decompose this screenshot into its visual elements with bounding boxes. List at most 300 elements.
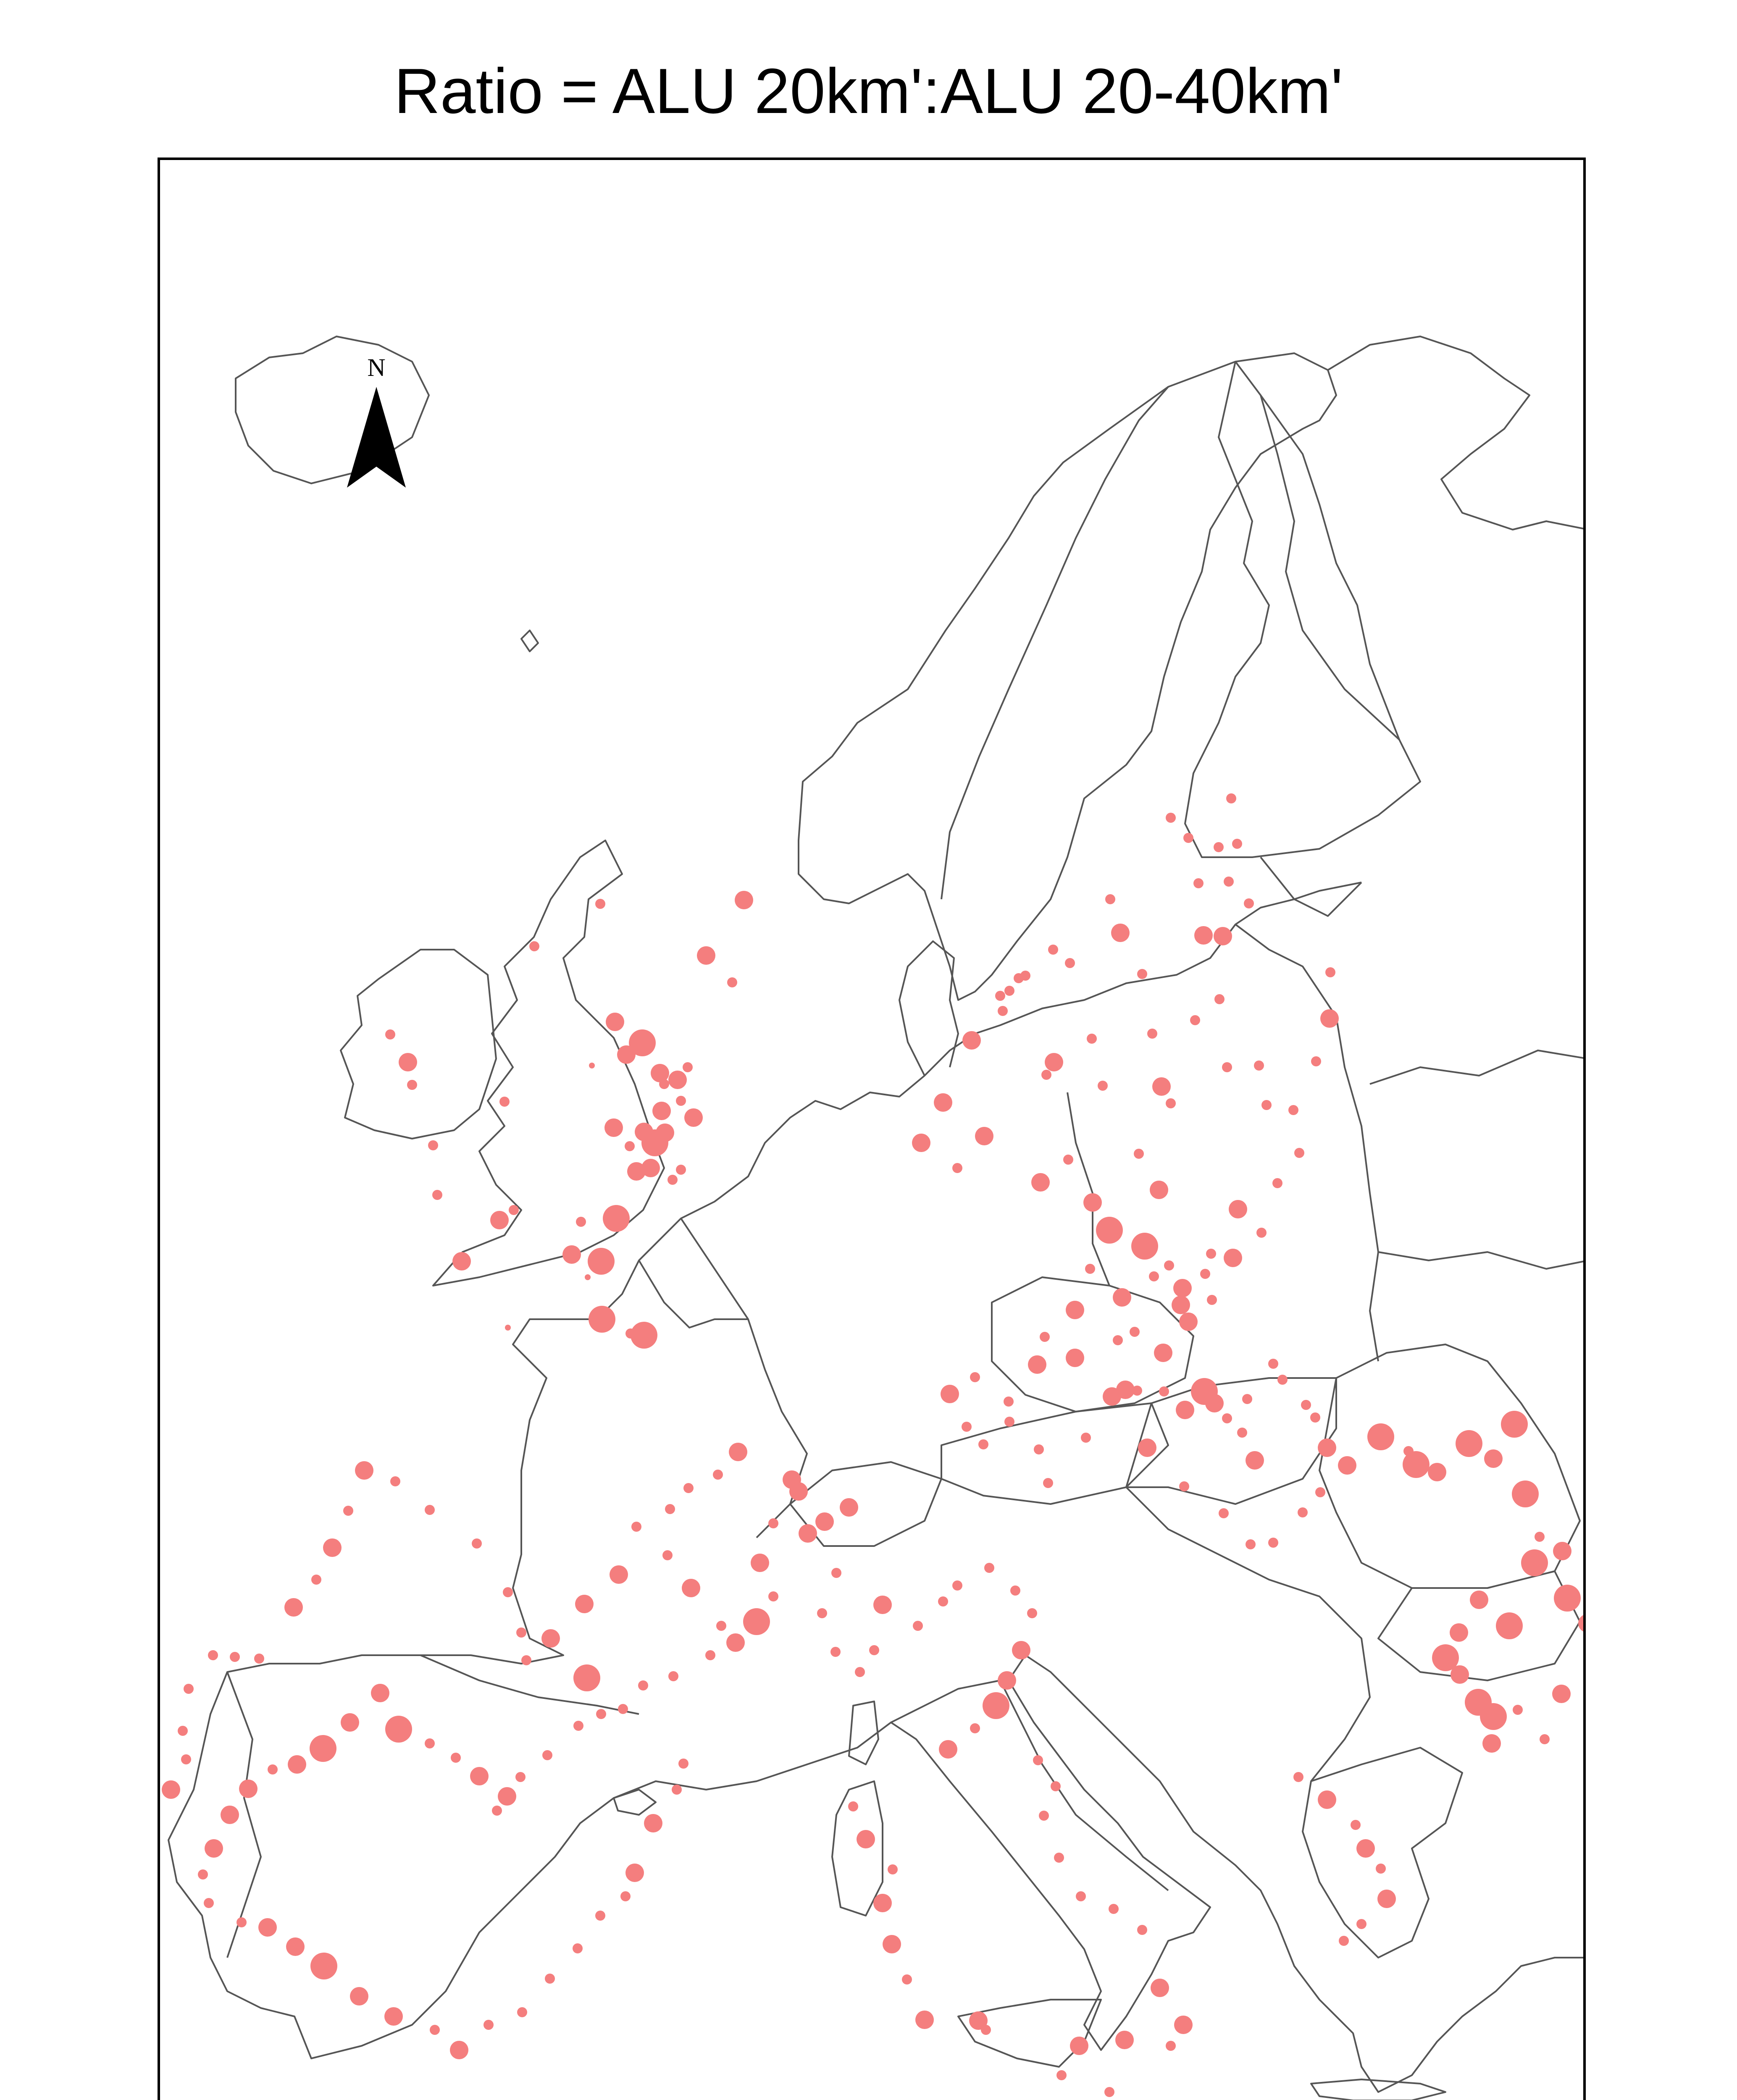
ratio-point [656, 1124, 674, 1142]
ratio-point [1132, 1386, 1142, 1396]
ratio-point [902, 1974, 912, 1984]
ratio-point [162, 1780, 180, 1799]
faroe-islands [521, 630, 538, 651]
ratio-point [727, 977, 737, 987]
map-frame [158, 158, 1586, 2100]
ratio-point [1041, 1070, 1051, 1080]
ratio-point [1214, 842, 1224, 852]
ratio-point [610, 1565, 628, 1584]
ratio-point [1214, 994, 1225, 1004]
ratio-point [1115, 2031, 1134, 2049]
ratio-point [288, 1755, 306, 1774]
ratio-point [268, 1764, 278, 1774]
ratio-point [840, 1498, 858, 1517]
ratio-point [1339, 1936, 1349, 1946]
ratio-point [432, 1190, 442, 1200]
ratio-point [1428, 1463, 1446, 1481]
ratio-point [1173, 1279, 1192, 1297]
ratio-point [484, 2020, 494, 2030]
ratio-point [499, 1097, 510, 1107]
ratio-point [998, 1671, 1016, 1690]
ratio-point [1031, 1173, 1050, 1192]
ratio-point [915, 2011, 934, 2029]
ratio-point [1356, 1919, 1366, 1929]
ratio-point [1147, 1029, 1157, 1039]
ratio-point [1098, 1081, 1108, 1091]
ratio-point [672, 1785, 682, 1795]
ratio-point [970, 1723, 980, 1733]
ratio-point [1315, 1487, 1325, 1497]
ratio-point [425, 1738, 435, 1748]
ratio-point [472, 1538, 482, 1549]
ratio-point [208, 1650, 218, 1660]
russia-northwest-coast [1328, 336, 1586, 530]
ratio-point [341, 1713, 359, 1732]
ratio-point [705, 1650, 715, 1660]
ratio-point [589, 1063, 595, 1068]
ratio-point [659, 1079, 669, 1089]
ratio-point [934, 1093, 952, 1112]
ratio-point [981, 2025, 991, 2035]
ratio-point [912, 1134, 930, 1152]
ratio-point [676, 1165, 686, 1175]
ratio-point [743, 1608, 770, 1635]
ratio-point [541, 1629, 560, 1648]
ratio-point [595, 1911, 605, 1921]
ratio-point [1065, 958, 1075, 968]
ratio-point [1272, 1178, 1282, 1188]
ratio-point [1130, 1327, 1140, 1337]
ratio-point [1166, 2041, 1176, 2051]
austria-outline [941, 1403, 1168, 1504]
ratio-point [683, 1062, 693, 1072]
ratio-point [205, 1839, 223, 1858]
ratio-point [204, 1898, 214, 1908]
ratio-point [638, 1680, 648, 1690]
ratio-point [573, 1664, 600, 1691]
ratio-point [1200, 1269, 1210, 1279]
ratio-point [625, 1864, 644, 1882]
ratio-point [1066, 1301, 1084, 1319]
ratio-point [1096, 1217, 1123, 1244]
ratio-point [573, 1721, 583, 1731]
ratio-point [1480, 1703, 1507, 1730]
ratio-point [1219, 1508, 1229, 1518]
ratio-point [430, 2025, 440, 2035]
ratio-point [1116, 1381, 1135, 1399]
ratio-point [1166, 1098, 1176, 1108]
north-label: N [367, 354, 386, 381]
ratio-point [355, 1461, 373, 1480]
ratio-point [221, 1806, 239, 1824]
ratio-point [385, 1029, 395, 1040]
ratio-point [652, 1102, 671, 1120]
ratio-point [371, 1684, 389, 1702]
ratio-point [735, 891, 753, 909]
ratio-point [1109, 1904, 1119, 1914]
ratio-point [1222, 1062, 1232, 1072]
ratio-point [1242, 1394, 1252, 1404]
baltic-south-coast [975, 882, 1361, 1034]
ratio-point [603, 1205, 630, 1232]
ratio-point [286, 1937, 305, 1956]
ratio-point [751, 1554, 769, 1572]
ratio-point [425, 1505, 435, 1515]
ratio-point [1261, 1100, 1272, 1110]
north-arrow-icon [345, 387, 408, 488]
ratio-point [1325, 967, 1335, 977]
ratio-point [1054, 1853, 1064, 1863]
ratio-point [625, 1141, 635, 1151]
ratio-point [1367, 1423, 1394, 1450]
ratio-point [1246, 1451, 1264, 1470]
ratio-point [1552, 1685, 1571, 1703]
ratio-point [595, 899, 605, 909]
ratio-point [399, 1053, 417, 1071]
ratio-point [1450, 1623, 1468, 1642]
ratio-point [1338, 1456, 1356, 1475]
ratio-points [162, 793, 1586, 2100]
ratio-point [562, 1245, 581, 1264]
ratio-point [789, 1482, 808, 1501]
ratio-point [310, 1953, 337, 1979]
ratio-point [1134, 1149, 1144, 1159]
ratio-point [323, 1538, 342, 1557]
ratio-point [1254, 1060, 1264, 1071]
ratio-point [1288, 1105, 1298, 1115]
ratio-point [1318, 1790, 1336, 1809]
greece-outline [1303, 1748, 1462, 1958]
north-arrow [345, 353, 408, 488]
ratio-point [1351, 1820, 1361, 1830]
ratio-point [350, 1987, 368, 2006]
ratio-point [516, 1628, 526, 1638]
ratio-point [855, 1667, 865, 1677]
ratio-point [230, 1652, 240, 1662]
poland-east-border [1336, 1017, 1378, 1361]
ratio-point [1043, 1478, 1053, 1488]
ratio-point [1012, 1641, 1030, 1659]
ratio-point [1083, 1193, 1102, 1212]
ratio-point [254, 1654, 264, 1664]
ratio-point [1076, 1891, 1086, 1901]
ratio-point [517, 2007, 527, 2017]
ratio-point [952, 1163, 962, 1173]
ratio-point [1226, 793, 1236, 803]
ratio-point [995, 991, 1005, 1001]
sardinia-outline [832, 1781, 883, 1916]
ratio-point [1004, 1396, 1014, 1407]
ratio-point [1034, 1444, 1044, 1454]
ratio-point [604, 1118, 623, 1137]
finland-outline [1185, 362, 1420, 857]
ratio-point [975, 1127, 993, 1145]
ratio-point [1137, 1925, 1147, 1935]
scandinavia-outline [799, 353, 1336, 1000]
ratio-point [768, 1591, 778, 1601]
ratio-point [490, 1211, 509, 1229]
ratio-point [817, 1608, 827, 1618]
ratio-point [1496, 1612, 1523, 1639]
sweden-norway-border [941, 387, 1168, 899]
ratio-point [1456, 1430, 1482, 1457]
ratio-point [913, 1621, 923, 1631]
ratio-point [1056, 2070, 1067, 2080]
ratio-point [492, 1806, 502, 1816]
ratio-point [1311, 1056, 1321, 1066]
ratio-point [830, 1647, 841, 1657]
ratio-point [1063, 1155, 1073, 1165]
ratio-point [1376, 1864, 1386, 1874]
ratio-point [575, 1595, 594, 1613]
ratio-point [941, 1385, 959, 1403]
ratio-point [596, 1709, 606, 1719]
ratio-point [1040, 1332, 1050, 1342]
ratio-point [848, 1801, 858, 1811]
ratio-point [503, 1587, 513, 1597]
ratio-point [873, 1596, 892, 1614]
ratio-point [1214, 927, 1232, 945]
ratio-point [390, 1476, 400, 1486]
ratio-point [1224, 1249, 1242, 1267]
baltic-states-border [1235, 857, 1361, 1017]
ratio-point [1027, 1608, 1037, 1618]
ratio-point [726, 1633, 745, 1652]
ratio-point [1451, 1665, 1469, 1684]
ratio-point [1501, 1411, 1528, 1438]
ratio-point [768, 1518, 778, 1528]
ratio-point [184, 1684, 194, 1694]
ratio-point [662, 1550, 673, 1560]
ratio-point [1301, 1400, 1311, 1410]
ratio-point [589, 1306, 615, 1333]
ratio-point [1028, 1355, 1046, 1374]
ratio-point [938, 1596, 948, 1606]
finland-russia-border [1261, 395, 1399, 740]
ratio-point [1164, 1260, 1174, 1270]
ratio-point [644, 1814, 662, 1832]
hungary-outline [1126, 1378, 1336, 1504]
ratio-point [1277, 1375, 1288, 1385]
ratio-point [509, 1205, 519, 1215]
ratio-point [1166, 813, 1176, 823]
ratio-point [1085, 1264, 1095, 1274]
ratio-point [407, 1080, 417, 1090]
ratio-point [1553, 1542, 1571, 1560]
ratio-point [1151, 1979, 1169, 1997]
sicily-outline [958, 2000, 1101, 2067]
ratio-point [678, 1759, 688, 1769]
jutland-outline [899, 941, 958, 1076]
ratio-point [1039, 1811, 1049, 1821]
ireland-outline [341, 950, 496, 1139]
ratio-point [1176, 1401, 1194, 1419]
ratio-point [1244, 898, 1254, 908]
ratio-point [1154, 1344, 1172, 1362]
ratio-point [962, 1031, 981, 1050]
ratio-point [729, 1443, 747, 1461]
ratio-point [1521, 1549, 1548, 1576]
balkans-border [1126, 1487, 1370, 1781]
ratio-point [450, 2041, 468, 2059]
ratio-point [1310, 1412, 1320, 1423]
mallorca-outline [614, 1790, 656, 1815]
ratio-point [515, 1772, 526, 1782]
map-title: Ratio = ALU 20km':ALU 20-40km' [394, 55, 1343, 127]
ratio-point [1159, 1386, 1169, 1396]
ratio-point [198, 1869, 208, 1880]
ratio-point [1377, 1890, 1396, 1908]
germany-poland-border [1067, 1092, 1109, 1286]
ratio-point [258, 1918, 277, 1937]
ratio-point [1010, 1586, 1020, 1596]
ratio-point [452, 1252, 471, 1270]
ratio-point [1113, 1335, 1123, 1345]
ratio-point [697, 946, 715, 965]
ratio-point [1224, 877, 1234, 887]
ratio-point [1207, 1295, 1217, 1305]
ratio-point [343, 1506, 353, 1516]
ratio-point [1298, 1507, 1308, 1517]
belarus-ukraine-border [1370, 1050, 1586, 1269]
ratio-point [1484, 1449, 1503, 1468]
ratio-point [1138, 1438, 1156, 1457]
ratio-point [1206, 1249, 1216, 1259]
ratio-point [470, 1767, 489, 1785]
ratio-point [1205, 1394, 1224, 1412]
ratio-point [1087, 1034, 1097, 1044]
ratio-point [1294, 1148, 1304, 1158]
ratio-point [529, 941, 539, 951]
ratio-point [1403, 1451, 1430, 1478]
ratio-point [178, 1726, 188, 1736]
ratio-point [1232, 839, 1242, 849]
ratio-point [1356, 1839, 1375, 1858]
ratio-point [521, 1655, 531, 1665]
ratio-point [1149, 1271, 1159, 1281]
ratio-point [1105, 894, 1115, 904]
ratio-point [1066, 1349, 1084, 1367]
ratio-point [1578, 1614, 1586, 1633]
crete-outline [1311, 2079, 1445, 2100]
ratio-point [983, 1692, 1009, 1719]
ratio-point [1179, 1312, 1198, 1331]
ratio-point [585, 1274, 591, 1280]
ratio-point [1104, 2087, 1114, 2097]
ratio-point [1190, 1015, 1200, 1025]
ratio-point [998, 1006, 1008, 1016]
ratio-point [1194, 926, 1213, 945]
continental-europe-outline [168, 1034, 1586, 2092]
ratio-point [620, 1891, 631, 1901]
ratio-point [939, 1740, 957, 1759]
ratio-point [1293, 1772, 1303, 1782]
ratio-point [573, 1943, 583, 1953]
ratio-point [1004, 1417, 1014, 1427]
ratio-point [676, 1096, 686, 1106]
ratio-point [1540, 1734, 1550, 1744]
ratio-point [869, 1645, 879, 1655]
ratio-point [641, 1159, 660, 1177]
ratio-point [684, 1108, 703, 1127]
ratio-point [588, 1248, 615, 1275]
spain-france-border [420, 1655, 639, 1714]
ratio-point [962, 1422, 972, 1432]
ratio-point [668, 1071, 687, 1089]
ratio-point [576, 1217, 586, 1227]
ratio-point [1193, 878, 1204, 888]
ratio-point [545, 1974, 555, 1984]
ratio-point [284, 1598, 303, 1617]
ratio-point [1081, 1433, 1091, 1443]
ratio-point [1246, 1539, 1256, 1549]
ratio-point [1172, 1296, 1190, 1314]
corsica-outline [849, 1701, 878, 1764]
ratio-point [1222, 1413, 1232, 1423]
ratio-point [310, 1735, 336, 1762]
ratio-point [1150, 1181, 1168, 1199]
ratio-point [1268, 1538, 1278, 1548]
ratio-point [1470, 1591, 1488, 1609]
ratio-point [799, 1524, 817, 1543]
ratio-point [952, 1580, 962, 1591]
ratio-point [1045, 1053, 1063, 1071]
ratio-point [1512, 1480, 1539, 1507]
ratio-point [1111, 924, 1130, 942]
ratio-point [239, 1780, 258, 1798]
ratio-point [668, 1671, 678, 1681]
ratio-point [883, 1935, 901, 1953]
ratio-point [1268, 1359, 1278, 1369]
ratio-point [1179, 1481, 1189, 1491]
ratio-point [237, 1917, 247, 1927]
ratio-point [1004, 986, 1014, 996]
ratio-point [618, 1704, 628, 1714]
ratio-point [498, 1787, 516, 1806]
ratio-point [888, 1864, 898, 1874]
ratio-point [629, 1029, 656, 1056]
france-germany-border [681, 1218, 807, 1538]
ratio-point [1320, 1009, 1339, 1028]
ratio-point [384, 2007, 403, 2026]
ratio-point [1020, 971, 1030, 981]
ratio-point [1183, 833, 1193, 843]
ratio-point [665, 1504, 675, 1514]
ratio-point [451, 1753, 461, 1763]
ratio-point [181, 1754, 191, 1764]
ratio-point [970, 1372, 980, 1382]
ratio-point [667, 1175, 678, 1185]
ratio-point [631, 1522, 641, 1532]
ratio-point [1152, 1077, 1171, 1096]
ratio-point [1229, 1200, 1247, 1218]
ratio-point [428, 1140, 438, 1150]
ratio-point [542, 1750, 552, 1760]
ratio-point [1318, 1438, 1336, 1457]
ratio-point [311, 1575, 321, 1585]
ratio-point [1513, 1705, 1523, 1715]
ratio-point [1113, 1288, 1131, 1307]
ratio-point [1048, 945, 1058, 955]
ratio-point [713, 1470, 723, 1480]
ratio-point [1051, 1781, 1061, 1791]
ratio-point [857, 1830, 875, 1848]
ratio-point [1131, 1233, 1158, 1260]
italy-outline [891, 1680, 1168, 1890]
ratio-point [1137, 969, 1147, 979]
ratio-point [1482, 1734, 1501, 1753]
ratio-point [978, 1439, 988, 1449]
